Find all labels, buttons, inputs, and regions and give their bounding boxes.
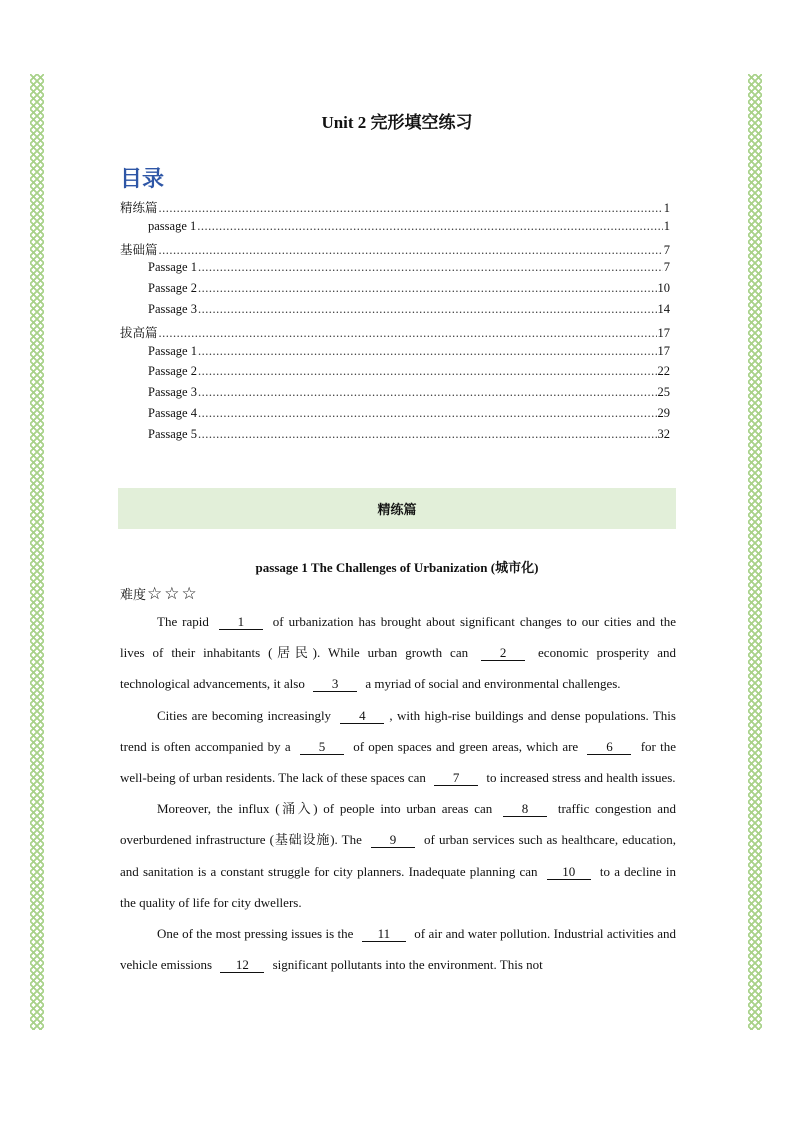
toc-entry-label: Passage 3 <box>148 385 197 400</box>
toc-entry-label: Passage 4 <box>148 405 197 420</box>
toc-entry[interactable] <box>120 260 670 281</box>
star-outline-icon: ☆ <box>164 583 180 604</box>
toc-entry-label: Passage 3 <box>148 301 197 316</box>
toc-entry-label: Passage 1 <box>148 260 197 275</box>
passage-text: of air and water pollution. Industrial activities and vehicle emissions <box>120 926 676 973</box>
passage-text: a myriad of social and environmental challenges. <box>362 676 621 692</box>
cloze-blank[interactable]: 9 <box>371 833 415 848</box>
toc-leader-dots <box>198 302 657 317</box>
toc-entry-page: 7 <box>663 242 670 257</box>
toc-entry[interactable] <box>120 427 670 448</box>
toc-entry-page: 29 <box>657 405 670 420</box>
toc-entry[interactable] <box>120 219 670 240</box>
toc-entry-page: 17 <box>657 343 670 358</box>
section-header-band <box>118 488 676 529</box>
toc-leader-dots <box>198 260 663 275</box>
table-of-contents <box>120 198 670 448</box>
toc-entry-label: passage 1 <box>148 218 197 233</box>
passage-paragraph <box>120 793 676 918</box>
decorative-border-right <box>748 74 762 1030</box>
cloze-blank[interactable]: 1 <box>219 615 263 630</box>
toc-leader-dots <box>159 326 657 341</box>
toc-leader-dots <box>198 344 657 359</box>
toc-leader-dots <box>198 427 657 442</box>
toc-entry-page: 25 <box>657 385 670 400</box>
cloze-blank[interactable]: 2 <box>481 646 525 661</box>
decorative-border-left <box>30 74 44 1030</box>
passage-paragraph <box>120 700 676 794</box>
toc-entry-page: 32 <box>657 426 670 441</box>
toc-entry[interactable] <box>120 364 670 385</box>
toc-entry-page: 7 <box>663 260 670 275</box>
toc-entry[interactable] <box>120 198 670 219</box>
passage-text: of urbanization has brought about significant changes to our cities and the lives of their inhabitants (居民). While urban growth can <box>120 614 676 661</box>
passage-text: economic prosperity and technological advancements, it also <box>120 645 676 692</box>
toc-entry-label: Passage 2 <box>148 281 197 296</box>
cloze-blank[interactable]: 8 <box>503 802 547 817</box>
toc-entry[interactable] <box>120 302 670 323</box>
difficulty-stars <box>147 585 199 603</box>
cloze-blank[interactable]: 4 <box>340 709 384 724</box>
toc-entry-page: 1 <box>663 201 670 215</box>
cloze-blank[interactable]: 11 <box>362 927 406 942</box>
toc-entry-label: 精练篇 <box>120 201 158 215</box>
passage-text: of urban services such as healthcare, education, and sanitation is a constant struggle for city planners. Inadequate planning can <box>120 832 676 879</box>
toc-entry[interactable] <box>120 385 670 406</box>
passage-text: to a decline in the quality of life for city dwellers. <box>120 863 676 910</box>
toc-entry[interactable] <box>120 344 670 365</box>
toc-entry[interactable] <box>120 281 670 302</box>
passage-text: significant pollutants into the environment. This not <box>269 957 543 973</box>
passage-title: passage 1 The Challenges of Urbanization (城市化) <box>255 560 539 575</box>
toc-entry[interactable] <box>120 240 670 261</box>
passage-text: Moreover, the influx (涌入) of people into urban areas can <box>157 801 499 817</box>
toc-leader-dots <box>159 201 663 216</box>
passage-text: for the well-being of urban residents. The lack of these spaces can <box>120 738 676 786</box>
toc-leader-dots <box>198 281 657 296</box>
toc-entry-page: 14 <box>657 301 670 316</box>
passage-text: Cities are becoming increasingly <box>157 707 336 723</box>
toc-entry-label: 基础篇 <box>120 242 158 257</box>
passage-text: to increased stress and health issues. <box>483 770 676 786</box>
passage-text: , with high-rise buildings and dense populations. This trend is often accompanied by a <box>120 707 676 754</box>
passage-text: One of the most pressing issues is the <box>157 926 357 942</box>
toc-entry-page: 22 <box>657 364 670 379</box>
cloze-blank[interactable]: 5 <box>300 740 344 755</box>
toc-entry[interactable] <box>120 406 670 427</box>
difficulty-label: 难度 <box>120 587 147 602</box>
passage-paragraph <box>120 918 676 980</box>
section-title: 精练篇 <box>377 503 417 518</box>
toc-entry-label: Passage 2 <box>148 364 197 379</box>
passage-text: The rapid <box>157 614 214 629</box>
toc-entry-page: 17 <box>657 325 670 340</box>
cloze-blank[interactable]: 12 <box>220 958 264 973</box>
toc-entry-page: 10 <box>657 281 670 296</box>
toc-leader-dots <box>159 243 663 258</box>
cloze-blank[interactable]: 6 <box>587 740 631 755</box>
toc-leader-dots <box>198 406 657 421</box>
toc-entry-label: Passage 1 <box>148 343 197 358</box>
cloze-blank[interactable]: 7 <box>434 771 478 786</box>
star-outline-icon: ☆ <box>181 583 197 604</box>
passage-paragraph <box>120 606 676 700</box>
toc-entry-page: 1 <box>663 218 670 233</box>
toc-entry-label: Passage 5 <box>148 426 197 441</box>
passage-text: traffic congestion and overburdened infrastructure (基础设施). The <box>120 801 677 848</box>
toc-heading: 目录 <box>120 167 165 192</box>
toc-leader-dots <box>197 219 663 234</box>
toc-leader-dots <box>198 385 657 400</box>
cloze-blank[interactable]: 10 <box>547 865 591 880</box>
passage-body <box>120 606 676 980</box>
star-outline-icon: ☆ <box>147 583 163 604</box>
cloze-blank[interactable]: 3 <box>313 677 357 692</box>
toc-entry[interactable] <box>120 323 670 344</box>
toc-leader-dots <box>198 364 657 379</box>
difficulty-rating <box>120 584 199 603</box>
document-title: Unit 2 完形填空练习 <box>321 113 473 132</box>
toc-entry-label: 拔高篇 <box>120 325 158 340</box>
passage-text: of open spaces and green areas, which are <box>348 738 583 754</box>
